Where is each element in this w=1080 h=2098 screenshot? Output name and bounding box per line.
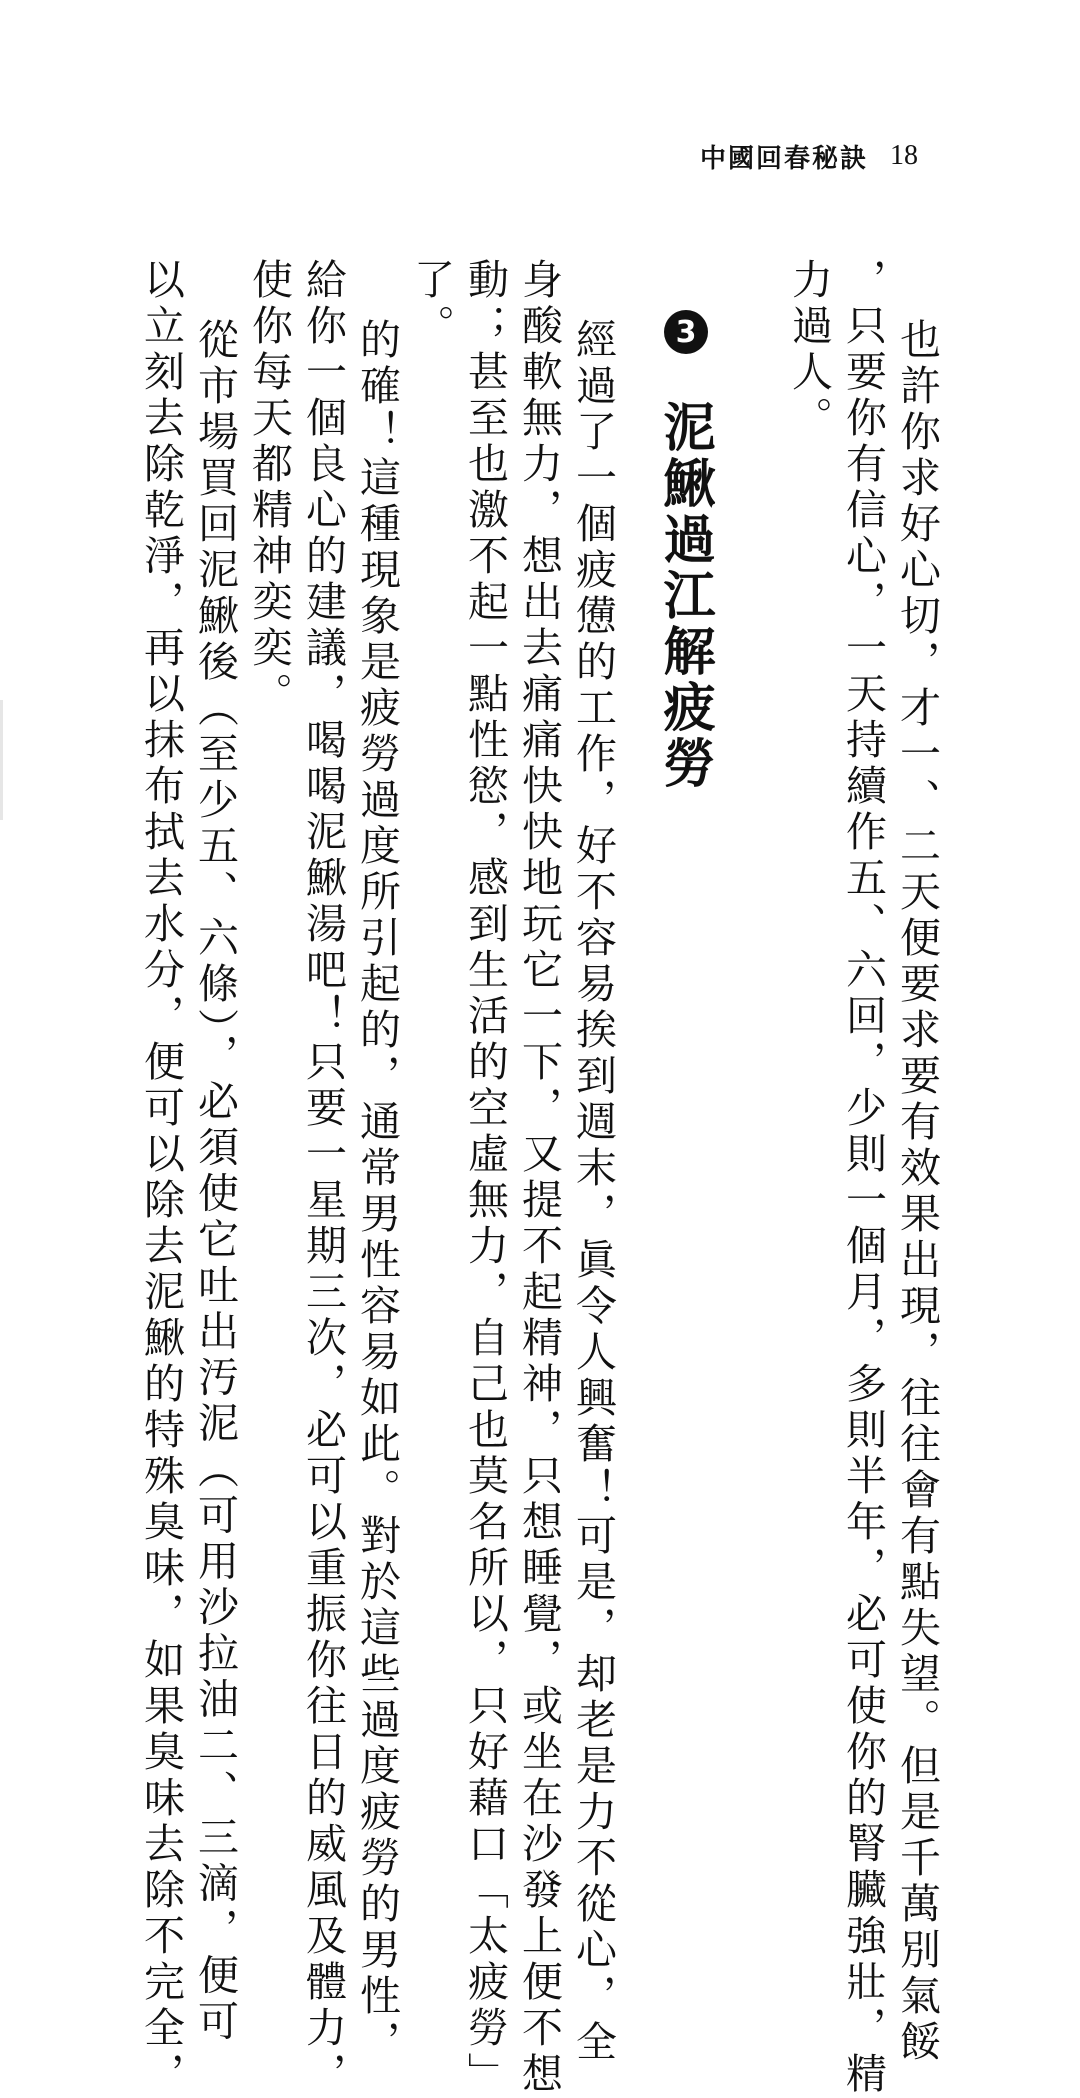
paragraph-line: ，只要你有信心，一天持續作五、六回，少則一個月，多則半年，必可使你的腎臟強壯，精 (839, 258, 887, 2098)
paragraph-line: 動；甚至也激不起一點性慾，感到生活的空虛無力，自己也莫名所以，只好藉口「太疲勞」 (461, 258, 509, 2098)
page-number: 18 (890, 140, 919, 171)
scan-edge-shadow (0, 700, 3, 820)
paragraph-line: 以立刻去除乾淨，再以抹布拭去水分，便可以除去泥鰍的特殊臭味，如果臭味去除不完全， (137, 258, 185, 2098)
paragraph-line: 使你每天都精神奕奕。 (245, 258, 293, 718)
section-title: 泥鰍過江解疲勞 (654, 400, 714, 792)
paragraph-line: 的確！這種現象是疲勞過度所引起的，通常男性容易如此。對於這些過度疲勞的男性， (353, 318, 401, 2066)
paragraph-line: 了。 (407, 258, 455, 350)
paragraph-line: 身酸軟無力，想出去痛痛快快地玩它一下，又提不起精神，只想睡覺，或坐在沙發上便不想 (515, 258, 563, 2098)
section-number-badge: 3 (664, 310, 708, 354)
paragraph-line: 從市場買回泥鰍後（至少五、六條），必須使它吐出汚泥（可用沙拉油二、三滴，便可 (191, 318, 239, 2046)
paragraph-line: 經過了一個疲憊的工作，好不容易挨到週末，眞令人興奮！可是，却老是力不從心，全 (569, 318, 617, 2066)
paragraph-line: 也許你求好心切，才一、二天便要求要有效果出現，往往會有點失望。但是千萬別氣餒 (893, 318, 941, 2066)
paragraph-line: 力過人。 (785, 258, 833, 442)
book-title: 中國回春秘訣 (700, 143, 869, 174)
running-header (700, 136, 960, 176)
paragraph-line: 給你一個良心的建議，喝喝泥鰍湯吧！只要一星期三次，必可以重振你往日的威風及體力， (299, 258, 347, 2098)
